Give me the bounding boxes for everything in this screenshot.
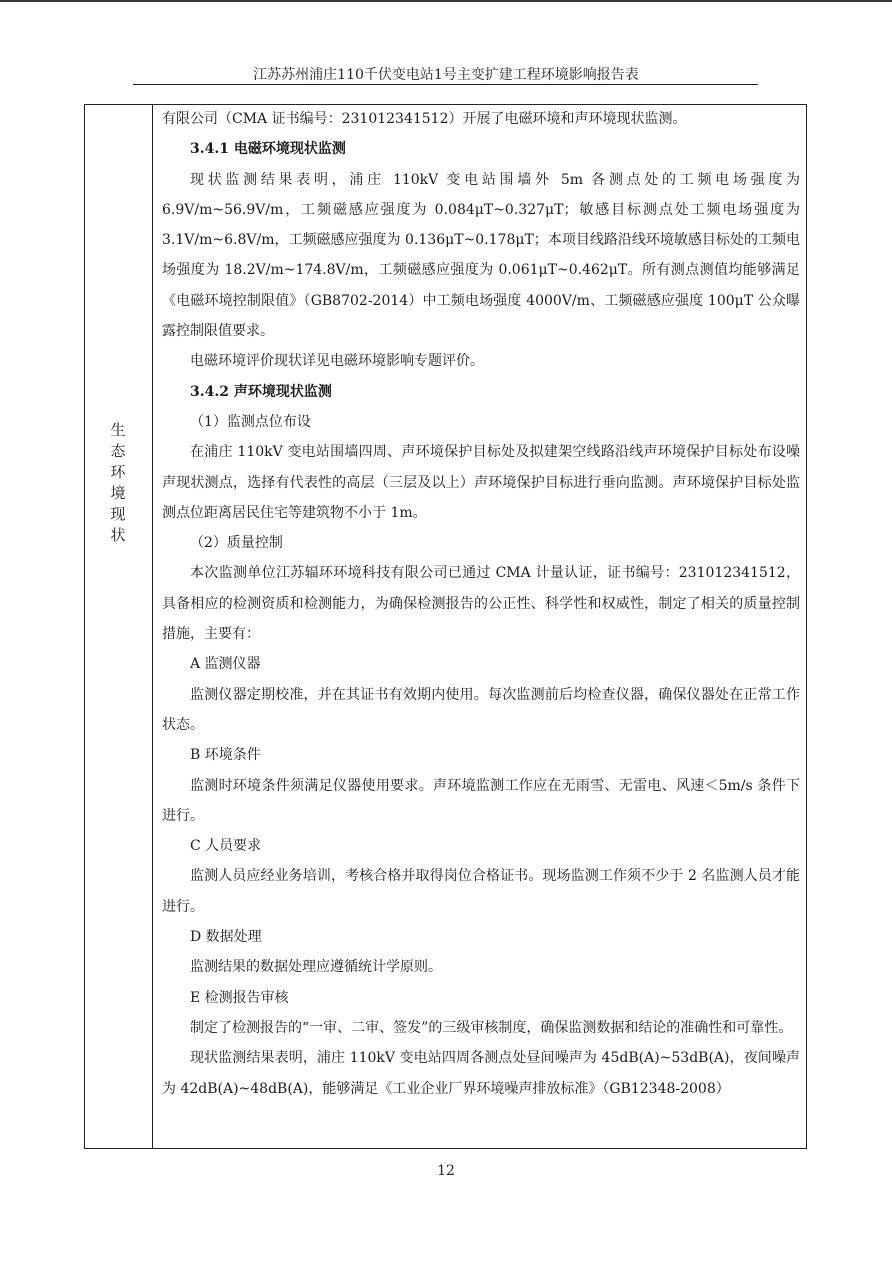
paragraph: 监测人员应经业务培训，考核合格并取得岗位合格证书。现场监测工作须不少于 2 名监测人员才能进行。 — [162, 868, 800, 915]
paragraph: 监测结果的数据处理应遵循统计学原则。 — [190, 959, 442, 976]
body-content — [162, 104, 800, 1104]
page-header-title: 江苏苏州浦庄110千伏变电站1号主变扩建工程环境影响报告表 — [253, 67, 639, 83]
paragraph: D 数据处理 — [190, 929, 262, 946]
header-underline — [133, 84, 758, 85]
paragraph: E 检测报告审核 — [190, 989, 289, 1006]
paragraph: 电磁环境评价现状详见电磁环境影响专题评价。 — [190, 353, 484, 370]
paragraph: 在浦庄 110kV 变电站围墙四周、声环境保护目标处及拟建架空线路沿线声环境保护目标处布设噪声现状测点，选择有代表性的高层（三层及以上）声环境保护目标进行垂向监测。声环境保护目标处监测点位距离居民住宅等建筑物不小于 1m。 — [162, 444, 800, 521]
table-column-divider — [152, 104, 153, 1149]
side-label-char: 态 — [110, 442, 126, 460]
paragraph: 本次监测单位江苏辐环环境科技有限公司已通过 CMA 计量认证，证书编号：231012341512，具备相应的检测资质和检测能力，为确保检测报告的公正性、科学性和权威性，制定了相关的质量控制措施，主要有： — [162, 565, 800, 643]
section-heading: 3.4.2 声环境现状监测 — [190, 383, 332, 400]
paragraph: 监测时环境条件须满足仪器使用要求。声环境监测工作应在无雨雪、无雷电、风速＜5m/s 条件下进行。 — [162, 777, 800, 824]
side-label-char: 境 — [110, 484, 126, 502]
page-number: 12 — [437, 1163, 455, 1179]
side-label-char: 生 — [110, 421, 126, 439]
paragraph: 有限公司（CMA 证书编号：231012341512）开展了电磁环境和声环境现状监测。 — [162, 111, 687, 127]
side-label-char: 现 — [110, 505, 126, 523]
paragraph: A 监测仪器 — [190, 656, 261, 673]
side-label-char: 环 — [110, 463, 126, 481]
section-heading: 3.4.1 电磁环境现状监测 — [190, 141, 346, 158]
paragraph: 监测仪器定期校准，并在其证书有效期内使用。每次监测前后均检查仪器，确保仪器处在正常工作状态。 — [162, 686, 800, 733]
paragraph: 制定了检测报告的“一审、二审、签发”的三级审核制度，确保监测数据和结论的准确性和可靠性。 — [190, 1019, 793, 1036]
paragraph: B 环境条件 — [190, 747, 261, 764]
paragraph: 现状监测结果表明，浦庄 110kV 变电站四周各测点处昼间噪声为 45dB(A)~53dB(A)，夜间噪声为 42dB(A)~48dB(A)，能够满足《工业企业厂界环境噪声排放标准》（GB12348-2008） — [162, 1050, 800, 1097]
side-label-char: 状 — [110, 526, 126, 544]
paragraph: （2）质量控制 — [190, 535, 283, 552]
top-border-rule — [0, 0, 892, 2]
side-label-ecological-status — [84, 420, 152, 546]
paragraph: C 人员要求 — [190, 838, 262, 855]
paragraph: （1）监测点位布设 — [190, 413, 311, 430]
paragraph: 现状监测结果表明，浦庄 110kV 变电站围墙外 5m 各测点处的工频电场强度为 6.9V/m~56.9V/m，工频磁感应强度为 0.084μT~0.327μT；敏感目标测点处工频电场强度为 3.1V/m~6.8V/m，工频磁感应强度为 0.136μT~0.178μT；本项目线路沿线环境敏感目标处的工频电场强度为 18.2V/m~174.8V/m，工频磁感应强度为 0.061μT~0.462μT。所有测点测值均能够满足《电磁环境控制限值》（GB8702-2014）中工频电场强度 4000V/m、工频磁感应强度 100μT 公众曝露控制限值要求。 — [162, 171, 800, 340]
